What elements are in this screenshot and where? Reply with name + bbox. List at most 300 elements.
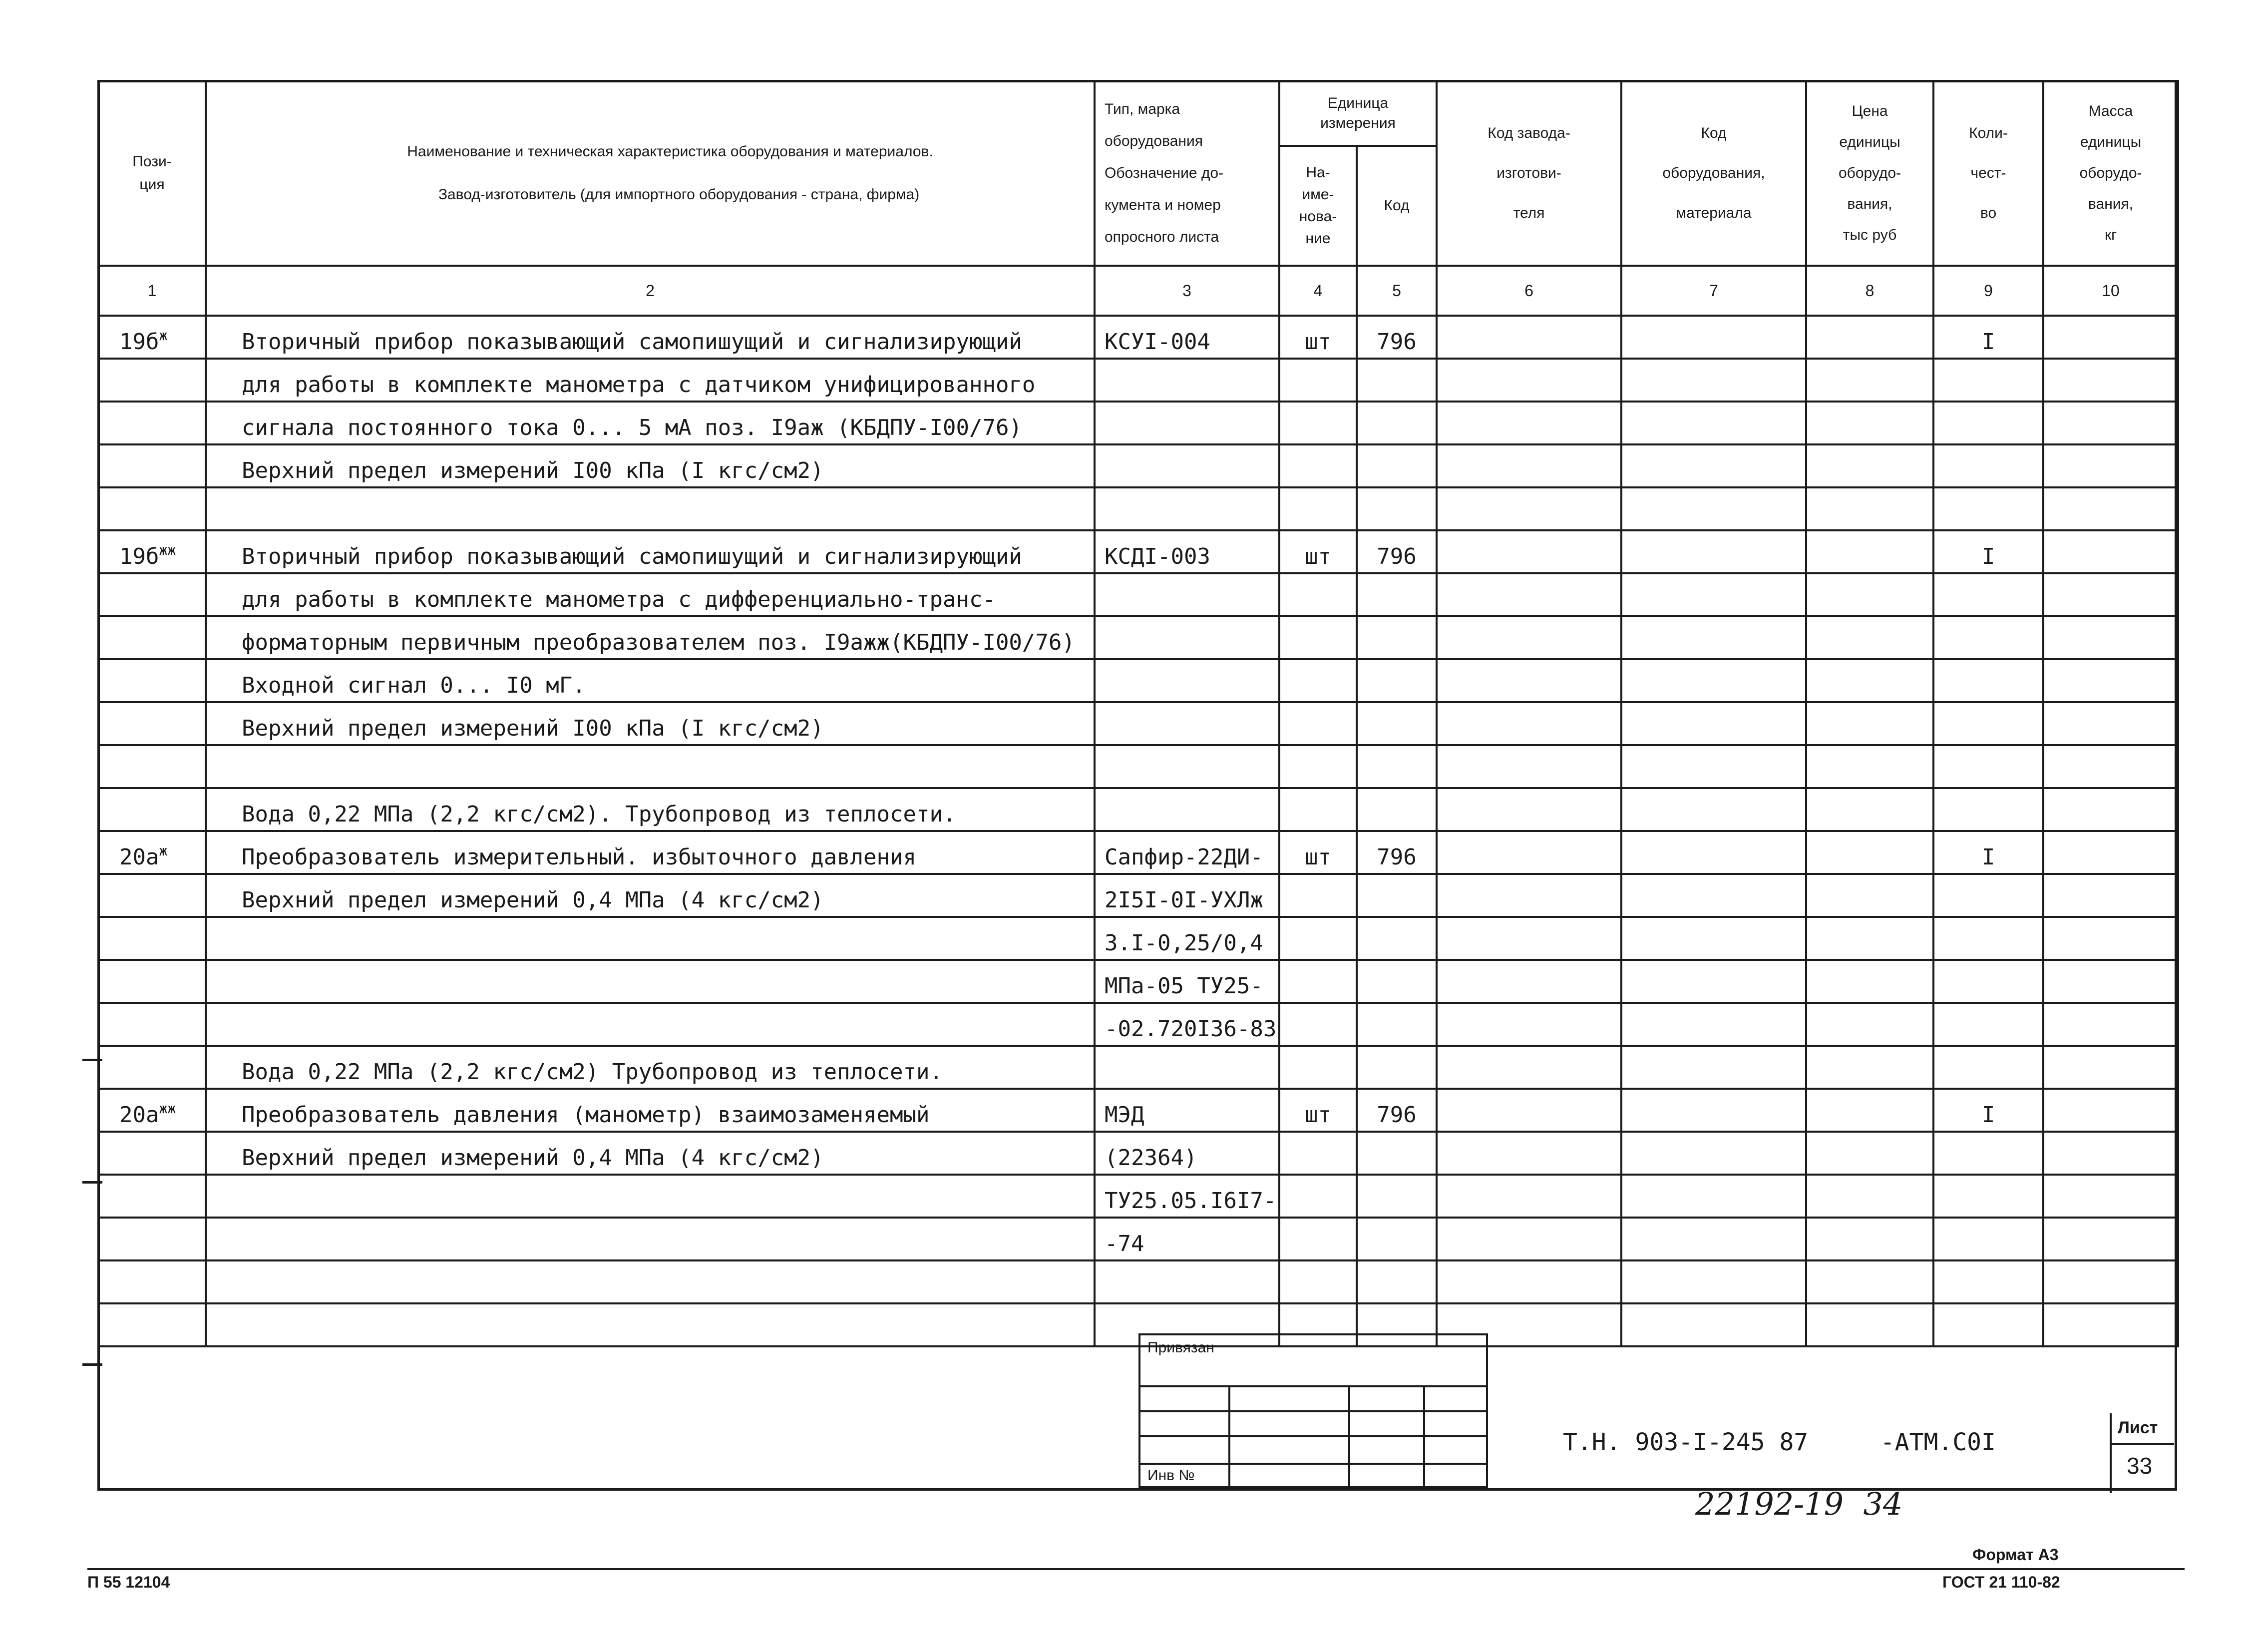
factory-code-cell — [1437, 831, 1621, 874]
unit-code-cell — [1357, 1132, 1437, 1175]
type-cell-text: МПа-05 ТУ25- — [1105, 973, 1263, 999]
factory-code-cell — [1437, 960, 1621, 1003]
type-cell-text: -74 — [1105, 1231, 1144, 1256]
table-row — [98, 1175, 2178, 1218]
mass-cell — [2043, 573, 2178, 616]
quantity-cell — [1933, 530, 2043, 573]
table-row — [98, 487, 2178, 530]
name-cell — [206, 616, 1095, 659]
mass-cell — [2043, 316, 2178, 359]
header-position: Пози- ция — [98, 81, 206, 266]
position-cell — [98, 530, 206, 573]
table-row — [98, 1132, 2178, 1175]
type-cell-text: -02.720I36-83 — [1105, 1016, 1277, 1042]
quantity-cell — [1933, 1260, 2043, 1303]
price-cell — [1806, 874, 1933, 917]
quantity-cell — [1933, 1132, 2043, 1175]
mass-cell — [2043, 917, 2178, 960]
equipment-code-cell — [1621, 402, 1806, 444]
name-cell — [206, 530, 1095, 573]
position-cell — [98, 1003, 206, 1046]
table-row — [98, 745, 2178, 788]
type-cell — [1095, 530, 1279, 573]
quantity-cell-text: I — [1981, 329, 1995, 355]
column-number: 6 — [1437, 266, 1621, 316]
unit-code-cell — [1357, 616, 1437, 659]
type-cell — [1095, 444, 1279, 487]
mass-cell — [2043, 530, 2178, 573]
column-number: 8 — [1806, 266, 1933, 316]
unit-code-cell — [1357, 530, 1437, 573]
column-number: 4 — [1279, 266, 1357, 316]
mass-cell — [2043, 745, 2178, 788]
table-row — [98, 659, 2178, 702]
unit-code-cell — [1357, 487, 1437, 530]
name-cell — [206, 1303, 1095, 1346]
type-cell-text: КСДI-003 — [1105, 544, 1210, 569]
equipment-code-cell — [1621, 1003, 1806, 1046]
type-cell-text: МЭД — [1105, 1102, 1144, 1128]
unit-code-cell — [1357, 1218, 1437, 1260]
column-numbers-row — [98, 266, 2178, 316]
price-cell — [1806, 616, 1933, 659]
quantity-cell — [1933, 1046, 2043, 1089]
name-cell — [206, 1132, 1095, 1175]
name-cell — [206, 573, 1095, 616]
unit-code-cell — [1357, 702, 1437, 745]
sheet-box-divider — [2112, 1443, 2174, 1445]
unit-cell — [1279, 359, 1357, 402]
type-cell — [1095, 1003, 1279, 1046]
name-cell-text: сигнала постоянного тока 0... 5 мА поз. I9аж (КБДПУ-I00/76) — [242, 415, 1022, 440]
position-cell-text: 20а — [119, 1102, 159, 1128]
position-cell — [98, 1046, 206, 1089]
factory-code-cell — [1437, 659, 1621, 702]
mass-cell — [2043, 788, 2178, 831]
name-cell — [206, 1218, 1095, 1260]
equipment-code-cell — [1621, 745, 1806, 788]
unit-cell — [1279, 316, 1357, 359]
position-cell — [98, 1175, 206, 1218]
price-cell — [1806, 1132, 1933, 1175]
sheet-number: 33 — [2127, 1453, 2153, 1479]
position-cell — [98, 788, 206, 831]
type-cell — [1095, 1089, 1279, 1132]
equipment-code-cell — [1621, 1260, 1806, 1303]
header-unit-group: Единица измерения — [1279, 81, 1437, 146]
factory-code-cell — [1437, 1132, 1621, 1175]
price-cell — [1806, 1089, 1933, 1132]
mass-cell — [2043, 1260, 2178, 1303]
position-cell — [98, 960, 206, 1003]
position-cell-text: 19б — [119, 329, 159, 355]
equipment-code-cell — [1621, 917, 1806, 960]
mass-cell — [2043, 487, 2178, 530]
position-cell — [98, 659, 206, 702]
price-cell — [1806, 1003, 1933, 1046]
quantity-cell — [1933, 1003, 2043, 1046]
unit-code-cell — [1357, 874, 1437, 917]
equipment-code-cell — [1621, 702, 1806, 745]
price-cell — [1806, 702, 1933, 745]
name-cell-text: Преобразователь измерительный. избыточного давления — [242, 844, 917, 870]
unit-cell — [1279, 874, 1357, 917]
price-cell — [1806, 573, 1933, 616]
price-cell — [1806, 1303, 1933, 1346]
header-unit-name: На- име- нова- ние — [1279, 146, 1357, 266]
factory-code-cell — [1437, 402, 1621, 444]
equipment-code-cell — [1621, 1089, 1806, 1132]
position-cell — [98, 1218, 206, 1260]
price-cell — [1806, 530, 1933, 573]
quantity-cell — [1933, 402, 2043, 444]
footer-format: Формат А3 — [1972, 1546, 2059, 1564]
position-cell — [98, 1132, 206, 1175]
quantity-cell — [1933, 573, 2043, 616]
name-cell-text: Верхний предел измерений 0,4 МПа (4 кгс/см2) — [242, 1145, 824, 1171]
unit-code-cell-text: 796 — [1377, 844, 1417, 870]
price-cell — [1806, 316, 1933, 359]
type-cell — [1095, 659, 1279, 702]
type-cell-text: КСУI-004 — [1105, 329, 1210, 355]
header-mass: Масса единицы оборудо- вания, кг — [2043, 81, 2178, 266]
unit-code-cell-text: 796 — [1377, 1102, 1417, 1128]
name-cell-text: форматорным первичным преобразователем поз. I9ажж(КБДПУ-I00/76) — [242, 630, 1075, 655]
quantity-cell-text: I — [1981, 544, 1995, 569]
name-cell — [206, 1175, 1095, 1218]
price-cell — [1806, 1175, 1933, 1218]
type-cell-text: Сапфир-22ДИ- — [1105, 844, 1263, 870]
factory-code-cell — [1437, 1003, 1621, 1046]
unit-cell-text: шт — [1305, 1102, 1331, 1128]
quantity-cell — [1933, 960, 2043, 1003]
name-cell-text: Верхний предел измерений I00 кПа (I кгс/см2) — [242, 458, 824, 483]
column-number: 1 — [98, 266, 206, 316]
table-row — [98, 444, 2178, 487]
quantity-cell — [1933, 316, 2043, 359]
table-row — [98, 702, 2178, 745]
quantity-cell-text: I — [1981, 1102, 1995, 1128]
type-cell — [1095, 788, 1279, 831]
equipment-code-cell — [1621, 316, 1806, 359]
unit-code-cell — [1357, 917, 1437, 960]
position-cell — [98, 444, 206, 487]
position-cell — [98, 359, 206, 402]
unit-cell — [1279, 616, 1357, 659]
position-footnote-mark: ж — [159, 327, 168, 344]
quantity-cell — [1933, 1175, 2043, 1218]
price-cell — [1806, 1046, 1933, 1089]
unit-code-cell — [1357, 831, 1437, 874]
type-cell — [1095, 573, 1279, 616]
stamp-line — [1423, 1385, 1425, 1488]
stamp-line — [1348, 1385, 1350, 1488]
header-type: Тип, марка оборудования Обозначение до- кумента и номер опросного листа — [1095, 81, 1279, 266]
unit-cell-text: шт — [1305, 544, 1331, 569]
unit-cell — [1279, 702, 1357, 745]
type-cell — [1095, 487, 1279, 530]
name-cell-text: Преобразователь давления (манометр) взаимозаменяемый — [242, 1102, 930, 1128]
quantity-cell — [1933, 917, 2043, 960]
factory-code-cell — [1437, 702, 1621, 745]
equipment-code-cell — [1621, 1175, 1806, 1218]
header-unit-code: Код — [1357, 146, 1437, 266]
type-cell — [1095, 1260, 1279, 1303]
equipment-code-cell — [1621, 1303, 1806, 1346]
factory-code-cell — [1437, 573, 1621, 616]
type-cell — [1095, 874, 1279, 917]
equipment-code-cell — [1621, 788, 1806, 831]
column-number: 10 — [2043, 266, 2178, 316]
type-cell — [1095, 831, 1279, 874]
type-cell — [1095, 960, 1279, 1003]
position-cell — [98, 402, 206, 444]
price-cell — [1806, 444, 1933, 487]
document-designation: Т.Н. 903-I-245 87 -АТМ.С0I — [1563, 1428, 1996, 1456]
factory-code-cell — [1437, 487, 1621, 530]
type-cell-text: (22364) — [1105, 1145, 1197, 1171]
factory-code-cell — [1437, 444, 1621, 487]
quantity-cell — [1933, 1218, 2043, 1260]
position-cell — [98, 1260, 206, 1303]
name-cell — [206, 960, 1095, 1003]
column-number: 5 — [1357, 266, 1437, 316]
stamp-label: Привязан — [1147, 1339, 1214, 1356]
unit-code-cell — [1357, 444, 1437, 487]
factory-code-cell — [1437, 1046, 1621, 1089]
quantity-cell — [1933, 745, 2043, 788]
quantity-cell — [1933, 359, 2043, 402]
table-row — [98, 960, 2178, 1003]
footer-gost: ГОСТ 21 110-82 — [1942, 1573, 2060, 1591]
position-footnote-mark: жж — [159, 1100, 176, 1117]
unit-cell — [1279, 1046, 1357, 1089]
name-cell — [206, 1003, 1095, 1046]
name-cell-text: Вторичный прибор показывающий самопишущий и сигнализирующий — [242, 329, 1022, 355]
factory-code-cell — [1437, 316, 1621, 359]
table-row — [98, 874, 2178, 917]
factory-code-cell — [1437, 1175, 1621, 1218]
table-row — [98, 530, 2178, 573]
mass-cell — [2043, 659, 2178, 702]
unit-cell — [1279, 1175, 1357, 1218]
sheet-number-box — [2110, 1413, 2174, 1493]
mass-cell — [2043, 874, 2178, 917]
type-cell-text: 2I5I-0I-УХЛж — [1105, 887, 1263, 913]
quantity-cell — [1933, 1089, 2043, 1132]
price-cell — [1806, 487, 1933, 530]
mass-cell — [2043, 359, 2178, 402]
position-footnote-mark: жж — [159, 542, 176, 558]
unit-code-cell — [1357, 1089, 1437, 1132]
name-cell-text: для работы в комплекте манометра с дифференциально-транс- — [242, 587, 996, 612]
binding-stamp — [1138, 1333, 1488, 1488]
price-cell — [1806, 1218, 1933, 1260]
quantity-cell — [1933, 616, 2043, 659]
position-cell — [98, 831, 206, 874]
name-cell — [206, 702, 1095, 745]
name-cell-text: Вода 0,22 МПа (2,2 кгс/см2) Трубопровод из теплосети. — [242, 1059, 943, 1085]
equipment-code-cell — [1621, 359, 1806, 402]
specification-table — [97, 80, 2179, 1347]
mass-cell — [2043, 402, 2178, 444]
name-cell — [206, 831, 1095, 874]
price-cell — [1806, 960, 1933, 1003]
unit-cell — [1279, 530, 1357, 573]
type-cell — [1095, 402, 1279, 444]
unit-code-cell — [1357, 1260, 1437, 1303]
position-cell — [98, 702, 206, 745]
position-cell — [98, 917, 206, 960]
equipment-code-cell — [1621, 530, 1806, 573]
table-row — [98, 831, 2178, 874]
mass-cell — [2043, 1132, 2178, 1175]
type-cell — [1095, 1046, 1279, 1089]
unit-cell — [1279, 1260, 1357, 1303]
quantity-cell — [1933, 831, 2043, 874]
column-number: 7 — [1621, 266, 1806, 316]
unit-cell-text: шт — [1305, 844, 1331, 870]
unit-code-cell — [1357, 359, 1437, 402]
factory-code-cell — [1437, 530, 1621, 573]
equipment-code-cell — [1621, 1046, 1806, 1089]
name-cell — [206, 659, 1095, 702]
column-number: 3 — [1095, 266, 1279, 316]
quantity-cell — [1933, 702, 2043, 745]
factory-code-cell — [1437, 788, 1621, 831]
type-cell — [1095, 1218, 1279, 1260]
name-cell-text: Верхний предел измерений I00 кПа (I кгс/см2) — [242, 716, 824, 741]
table-row — [98, 573, 2178, 616]
name-cell-text: Входной сигнал 0... I0 мГ. — [242, 673, 586, 698]
name-cell — [206, 444, 1095, 487]
margin-tick — [82, 1363, 102, 1366]
name-cell — [206, 874, 1095, 917]
header-factory-code: Код завода- изготови- теля — [1437, 81, 1621, 266]
name-cell — [206, 917, 1095, 960]
price-cell — [1806, 917, 1933, 960]
handwritten-number: 22192-19 34 — [1695, 1486, 1903, 1522]
name-cell — [206, 402, 1095, 444]
type-cell — [1095, 1175, 1279, 1218]
quantity-cell — [1933, 788, 2043, 831]
table-row — [98, 402, 2178, 444]
factory-code-cell — [1437, 1218, 1621, 1260]
mass-cell — [2043, 444, 2178, 487]
table-row — [98, 316, 2178, 359]
position-cell — [98, 573, 206, 616]
position-cell — [98, 616, 206, 659]
name-cell — [206, 1046, 1095, 1089]
price-cell — [1806, 402, 1933, 444]
equipment-code-cell — [1621, 487, 1806, 530]
stamp-line — [1140, 1435, 1488, 1437]
unit-cell — [1279, 788, 1357, 831]
name-cell — [206, 316, 1095, 359]
position-cell — [98, 316, 206, 359]
header-quantity: Коли- чест- во — [1933, 81, 2043, 266]
type-cell — [1095, 917, 1279, 960]
unit-code-cell — [1357, 573, 1437, 616]
mass-cell — [2043, 1303, 2178, 1346]
unit-code-cell-text: 796 — [1377, 544, 1417, 569]
unit-code-cell — [1357, 316, 1437, 359]
margin-tick — [82, 1059, 102, 1061]
name-cell — [206, 1260, 1095, 1303]
unit-cell — [1279, 960, 1357, 1003]
column-number: 9 — [1933, 266, 2043, 316]
unit-code-cell-text: 796 — [1377, 329, 1417, 355]
quantity-cell — [1933, 487, 2043, 530]
name-cell — [206, 487, 1095, 530]
column-number: 2 — [206, 266, 1095, 316]
mass-cell — [2043, 831, 2178, 874]
unit-cell — [1279, 1132, 1357, 1175]
factory-code-cell — [1437, 1260, 1621, 1303]
type-cell — [1095, 1132, 1279, 1175]
stamp-line — [1140, 1410, 1488, 1412]
footer-line — [87, 1568, 2185, 1570]
unit-cell — [1279, 573, 1357, 616]
factory-code-cell — [1437, 917, 1621, 960]
price-cell — [1806, 831, 1933, 874]
quantity-cell — [1933, 874, 2043, 917]
stamp-line — [1228, 1385, 1230, 1488]
mass-cell — [2043, 1003, 2178, 1046]
table-row — [98, 917, 2178, 960]
equipment-code-cell — [1621, 960, 1806, 1003]
unit-cell — [1279, 1218, 1357, 1260]
price-cell — [1806, 788, 1933, 831]
unit-code-cell — [1357, 1003, 1437, 1046]
price-cell — [1806, 359, 1933, 402]
position-cell — [98, 745, 206, 788]
mass-cell — [2043, 1175, 2178, 1218]
header-price: Цена единицы оборудо- вания, тыс руб — [1806, 81, 1933, 266]
equipment-code-cell — [1621, 616, 1806, 659]
unit-code-cell — [1357, 659, 1437, 702]
mass-cell — [2043, 616, 2178, 659]
header-row — [98, 81, 2178, 146]
price-cell — [1806, 1260, 1933, 1303]
position-cell-text: 19б — [119, 544, 159, 569]
mass-cell — [2043, 1218, 2178, 1260]
table-row — [98, 1046, 2178, 1089]
type-cell-text: 3.I-0,25/0,4 — [1105, 930, 1263, 956]
stamp-line — [1140, 1463, 1488, 1465]
quantity-cell — [1933, 444, 2043, 487]
unit-cell-text: шт — [1305, 329, 1331, 355]
stamp-line — [1140, 1385, 1488, 1387]
unit-code-cell — [1357, 788, 1437, 831]
factory-code-cell — [1437, 359, 1621, 402]
equipment-code-cell — [1621, 573, 1806, 616]
sheet-label: Лист — [2118, 1418, 2158, 1437]
quantity-cell — [1933, 659, 2043, 702]
position-cell — [98, 1303, 206, 1346]
type-cell — [1095, 316, 1279, 359]
quantity-cell-text: I — [1981, 844, 1995, 870]
name-cell — [206, 359, 1095, 402]
unit-code-cell — [1357, 1046, 1437, 1089]
position-cell — [98, 487, 206, 530]
type-cell — [1095, 702, 1279, 745]
equipment-code-cell — [1621, 1132, 1806, 1175]
price-cell — [1806, 659, 1933, 702]
equipment-code-cell — [1621, 874, 1806, 917]
name-cell-text: Вода 0,22 МПа (2,2 кгс/см2). Трубопровод из теплосети. — [242, 802, 956, 827]
position-footnote-mark: ж — [159, 842, 168, 859]
